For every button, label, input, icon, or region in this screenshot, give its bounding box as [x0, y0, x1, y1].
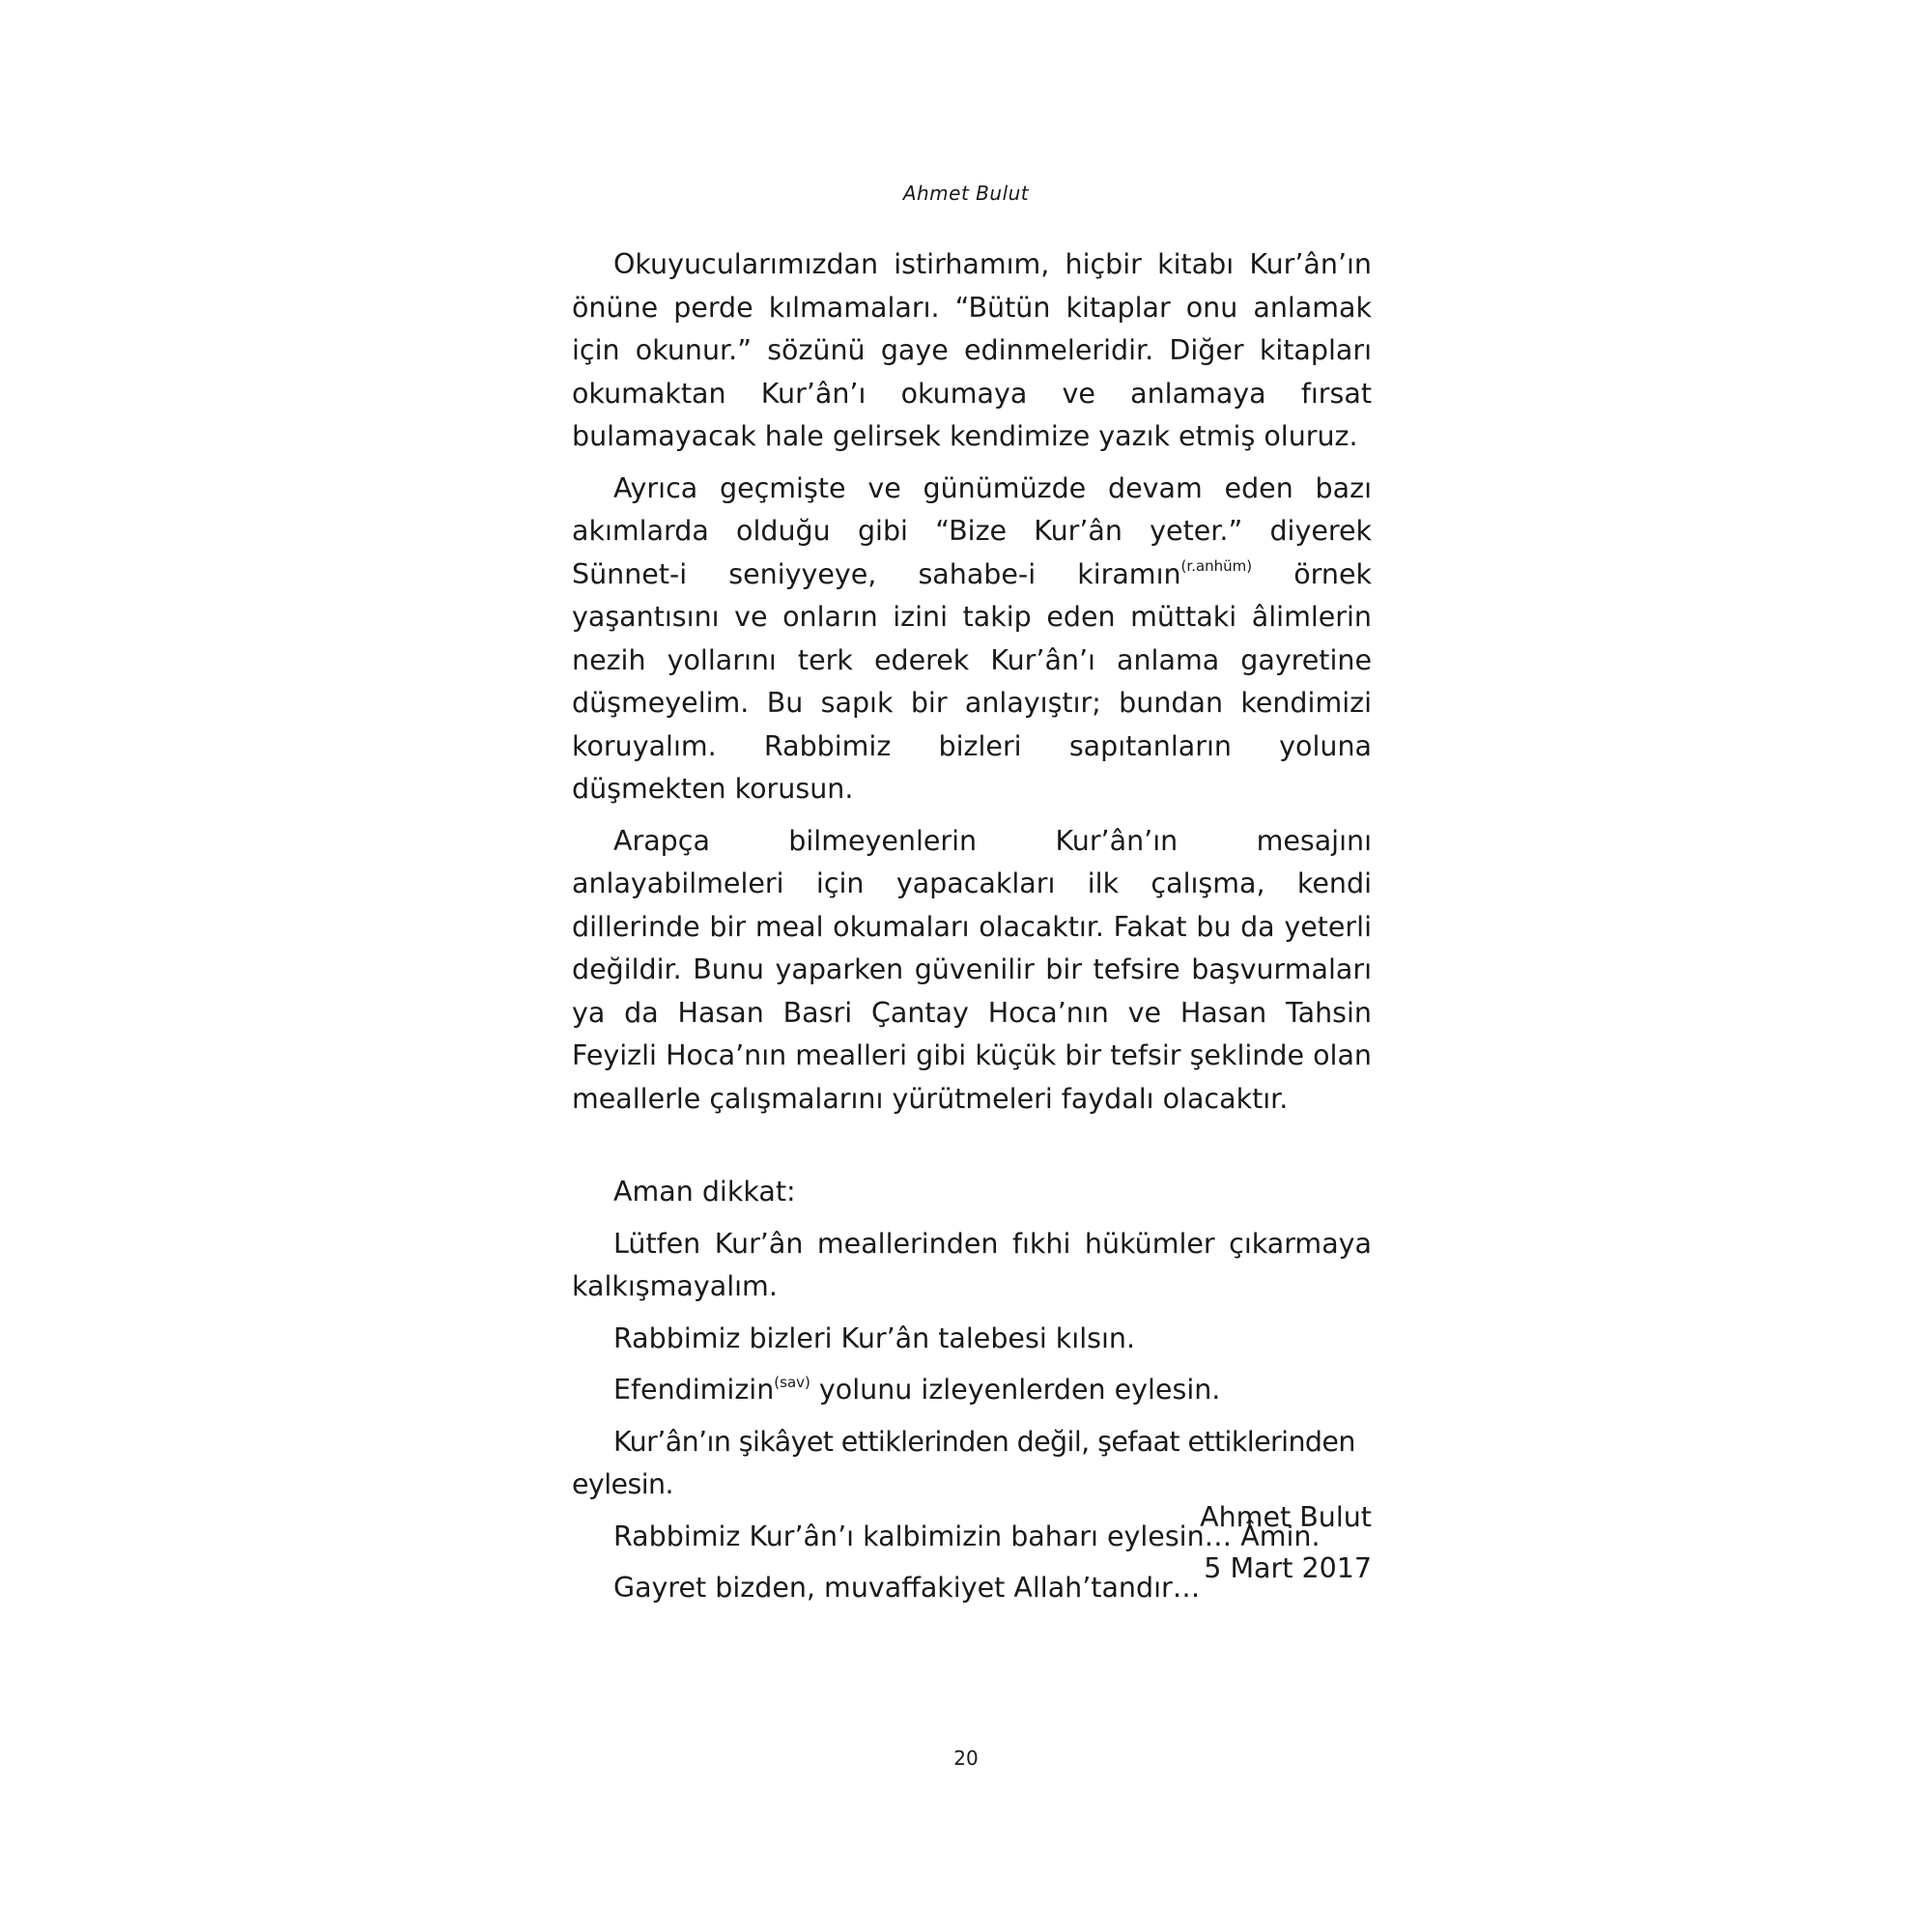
paragraph-1: Okuyucularımızdan istirhamım, hiçbir kitabı Kur’ân’ın önüne perde kılmamaları. “Bütün kitaplar onu anlamak için okunur.” sözünü gaye edinmeleridir. Diğer kitapları okumaktan Kur’ân’ı okumaya ve anlamaya fırsat bulamayacak hale gelirsek kendimize yazık etmiş oluruz. [572, 248, 1372, 452]
paragraph-9: Rabbimiz Kur’ân’ı kalbimizin baharı eylesin… Âmin. [613, 1520, 1321, 1552]
paragraph-2-text-b: örnek yaşantısını ve onların izini takip eden müttaki âlimlerin nezih yollarını terk ederek Kur’ân’ı anlama gayretine düşmeyelim. Bu sapık bir anlayıştır; bundan kendimizi koruyalım. Rabbimiz bizleri sapıtanların yoluna düşmekten korusun. [572, 557, 1372, 805]
signature-date: 5 Mart 2017 [1204, 1552, 1372, 1584]
paragraph-8: Kur’ân’ın şikâyet ettiklerinden değil, şefaat ettiklerinden eylesin. [572, 1425, 1355, 1500]
paragraph-10: Gayret bizden, muvaffakiyet Allah’tandır… [613, 1572, 1201, 1604]
paragraph-7-text-b: yolunu izleyenlerden eylesin. [810, 1374, 1221, 1406]
paragraph-3: Arapça bilmeyenlerin Kur’ân’ın mesajını anlayabilmeleri için yapacakları ilk çalışma, kendi dillerinde bir meal okumaları olacaktır. Fakat bu da yeterli değildir. Bunu yaparken güvenilir bir tefsire başvurmaları ya da Hasan Basri Çantay Hoca’nın ve Hasan Tahsin Feyizli Hoca’nın mealleri gibi küçük bir tefsir şeklinde olan meallerle çalışmalarını yürütmeleri faydalı olacaktır. [572, 824, 1372, 1115]
paragraph-6: Rabbimiz bizleri Kur’ân talebesi kılsın. [613, 1321, 1136, 1354]
running-head: Ahmet Bulut [902, 182, 1030, 205]
honorific-superscript-sav: (sav) [774, 1373, 810, 1391]
paragraph-2-text-a: Ayrıca geçmişte ve günümüzde devam eden bazı akımlarda olduğu gibi “Bize Kur’ân yeter.” diyerek Sünnet-i seniyyeye, sahabe-i kiramın [572, 471, 1372, 590]
honorific-superscript: (r.anhüm) [1180, 557, 1253, 575]
paragraph-2 [572, 468, 1372, 811]
paragraph-warning-heading: Aman dikkat: [613, 1176, 796, 1208]
signature-author: Ahmet Bulut [1200, 1501, 1372, 1533]
main-text [572, 243, 1372, 1619]
paragraph-7 [572, 1369, 1372, 1412]
paragraph-7-text-a: Efendimizin [613, 1374, 775, 1406]
page-number: 20 [953, 1747, 979, 1770]
paragraph-5: Lütfen Kur’ân meallerinden fıkhi hükümler çıkarmaya kalkışmayalım. [572, 1227, 1372, 1302]
